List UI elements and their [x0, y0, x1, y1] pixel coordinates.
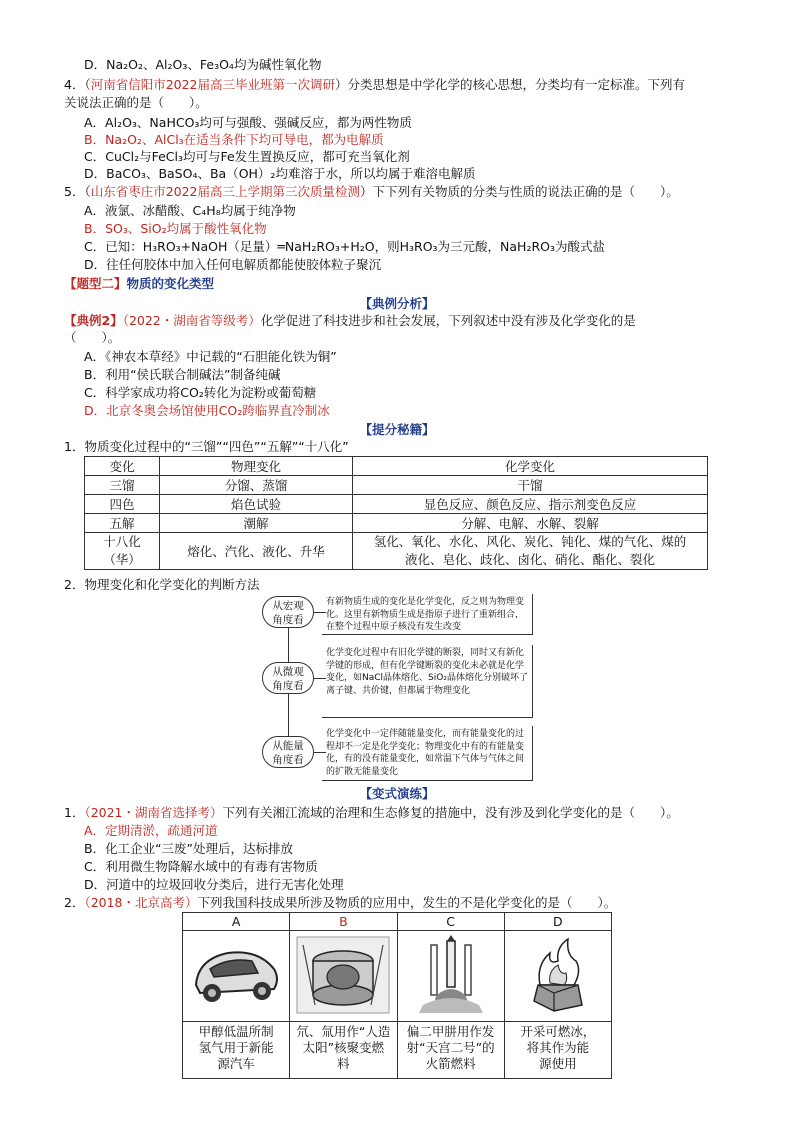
drill1-option-c: C．利用微生物降解水域中的有毒有害物质 [84, 859, 318, 874]
caption-line: 源使用 [539, 1056, 577, 1071]
drill1-source: （2021・湖南省选择考） [84, 805, 223, 820]
picture-cell [397, 931, 504, 1022]
drill1-option-a: A．定期清淤，疏通河道 [84, 823, 218, 838]
q5-option-b: B．SO₃、SiO₂均属于酸性氧化物 [84, 221, 267, 236]
section-tips: 【提分秘籍】 [359, 422, 435, 437]
caption-line: 将其作为能 [526, 1040, 590, 1055]
table-header-cell: 物理变化 [160, 457, 353, 476]
pictures-row [183, 931, 612, 1022]
node-text: 从微观 [272, 666, 304, 678]
tip1-heading: 1．物质变化过程中的“三馏”“四色”“五解”“十八化” [64, 439, 349, 454]
caption-line: 射“天宫二号”的 [406, 1040, 495, 1055]
caption-line: 料 [337, 1056, 350, 1071]
example2-stem-text: 化学促进了科技进步和社会发展，下列叙述中没有涉及化学变化的是 [260, 313, 636, 328]
type2-tag: 【题型二】 [64, 276, 127, 291]
table-cell: 分解、电解、水解、裂解 [353, 514, 708, 533]
caption-cell [397, 1022, 504, 1079]
caption-line: 氘、氚用作“人造 [296, 1024, 391, 1039]
q5-stem-text: ）下下列有关物质的分类与性质的说法正确的是（ ）。 [360, 184, 679, 199]
caption-cell [504, 1022, 611, 1079]
q4-option-d: D．BaCO₃、BaSO₄、Ba（OH）₂均难溶于水，所以均属于难溶电解质 [84, 166, 476, 181]
picture-cell [183, 931, 290, 1022]
drill2-number: 2． [64, 895, 85, 910]
drill1-stem [64, 804, 679, 821]
section-drill: 【变式演练】 [359, 786, 435, 801]
q4-number: 4．（ [64, 77, 91, 92]
q4-source: 河南省信阳市2022届高三毕业班第一次调研 [90, 77, 336, 92]
burning-ice-illustration [510, 935, 606, 1015]
q5-option-c: C．已知：H₃RO₃+NaOH（足量）═NaH₂RO₃+H₂O，则H₃RO₃为三元酸，NaH₂RO₃为酸式盐 [84, 239, 606, 254]
example2-tag: 【典例2】 [64, 313, 123, 328]
caption-cell [183, 1022, 290, 1079]
example2-option-a: A．《神农本草经》中记载的“石胆能化铁为铜” [84, 349, 337, 364]
rocket-launch-illustration [403, 935, 499, 1015]
section-example-analysis: 【典例分析】 [359, 296, 435, 311]
table-header-cell: 化学变化 [353, 457, 708, 476]
bracket-line [322, 645, 533, 718]
table-cell: 显色反应、颜色反应、指示剂变色反应 [353, 495, 708, 514]
caption-line: 开采可燃冰， [520, 1024, 596, 1039]
text-macro: 有新物质生成的变化是化学变化，反之则为物理变化。这里有新物质生成是指原子进行了重新组合，在整个过程中原子核没有发生改变 [326, 597, 525, 632]
q5-option-d: D．往任何胶体中加入任何电解质都能使胶体粒子聚沉 [84, 257, 382, 272]
text-energy: 化学变化中一定伴随能量变化，而有能量变化的过程却不一定是化学变化；物理变化中有的有能量变化，有的没有能量变化，如常温下气体与气体之间的扩散无能量变化 [326, 729, 525, 777]
bracket-line [322, 726, 533, 781]
car-illustration [188, 939, 284, 1011]
table-cell: 干馏 [353, 476, 708, 495]
caption-line: 甲醇低温所制 [198, 1024, 274, 1039]
q3-option-d: D．Na₂O₂、Al₂O₃、Fe₃O₄均为碱性氧化物 [84, 57, 322, 72]
table-row [85, 476, 708, 495]
drill1-stem-text: 下列有关湘江流域的治理和生态修复的措施中，没有涉及到化学变化的是（ ）。 [222, 805, 679, 820]
q4-stem-line1 [64, 76, 685, 93]
node-text: 角度看 [272, 614, 304, 626]
example2-stem-line2: （ ）。 [64, 330, 121, 345]
q5-option-a: A．液氯、冰醋酸、C₄H₈均属于纯净物 [84, 203, 296, 218]
bracket-line [322, 594, 533, 635]
q4-option-a: A．Al₂O₃、NaHCO₃均可与强酸、强碱反应，都为两性物质 [84, 115, 412, 130]
q4-stem-text: ）分类思想是中学化学的核心思想，分类均有一定标准。下列有 [335, 77, 686, 92]
drill1-option-d: D．河道中的垃圾回收分类后，进行无害化处理 [84, 877, 344, 892]
node-text: 角度看 [272, 754, 304, 766]
table-cell: 焰色试验 [160, 495, 353, 514]
table-cell: 分馏、蒸馏 [160, 476, 353, 495]
table-row [85, 533, 708, 570]
table-header-cell: 变化 [85, 457, 160, 476]
cell-line: 氢化、氧化、水化、风化、炭化、钝化、煤的气化、煤的 [373, 534, 687, 549]
node-micro [262, 662, 314, 694]
change-types-table [84, 456, 708, 570]
caption-line: 氢气用于新能 [198, 1040, 274, 1055]
q4-option-b: B．Na₂O₂、AlCl₃在适当条件下均可导电，都为电解质 [84, 132, 384, 147]
option-letter: B [290, 913, 397, 931]
table-row [85, 514, 708, 533]
option-letter: C [397, 913, 504, 931]
picture-cell [290, 931, 397, 1022]
cell-line: 十八化 [103, 534, 141, 549]
node-text: 角度看 [272, 680, 304, 692]
caption-line: 偏二甲肼用作发 [406, 1024, 495, 1039]
table-cell: 四色 [85, 495, 160, 514]
node-text: 从能量 [272, 740, 304, 752]
caption-cell [290, 1022, 397, 1079]
type2-heading [64, 275, 214, 292]
drill2-source: （2018・北京高考） [84, 895, 198, 910]
fusion-reactor-illustration [295, 935, 391, 1015]
example2-option-c: C．科学家成功将CO₂转化为淀粉或葡萄糖 [84, 385, 317, 400]
picture-cell [504, 931, 611, 1022]
option-letter: D [504, 913, 611, 931]
example2-source: （2022・湖南省等级考） [122, 313, 261, 328]
example2-option-d: D．北京冬奥会场馆使用CO₂跨临界直冷制冰 [84, 403, 330, 418]
node-energy [262, 736, 314, 768]
drill2-stem-text: 下列我国科技成果所涉及物质的应用中，发生的不是化学变化的是（ ）。 [197, 895, 617, 910]
type2-title: 物质的变化类型 [126, 276, 215, 291]
table-cell: 熔化、汽化、液化、升华 [160, 533, 353, 570]
node-text: 从宏观 [272, 600, 304, 612]
tip2-heading: 2．物理变化和化学变化的判断方法 [64, 577, 260, 592]
example2-option-b: B．利用“侯氏联合制碱法”制备纯碱 [84, 367, 281, 382]
drill1-number: 1． [64, 805, 85, 820]
q5-source: 山东省枣庄市2022届高三上学期第三次质量检测 [90, 184, 361, 199]
example2-stem-line1 [64, 312, 636, 329]
table-header-row [85, 457, 708, 476]
cell-line: 液化、皂化、歧化、卤化、硝化、酯化、裂化 [404, 552, 655, 567]
table-cell [353, 533, 708, 570]
text-micro: 化学变化过程中有旧化学键的断裂，同时又有新化学键的形成，但有化学键断裂的变化未必就是化学变化，如NaCl晶体熔化、SiO₂晶体熔化分别破坏了离子键、共价键，但都属于物理变化 [326, 648, 528, 696]
cell-line: （华） [103, 552, 141, 567]
q4-option-c: C．CuCl₂与FeCl₃均可与Fe发生置换反应，都可充当氧化剂 [84, 149, 410, 164]
table-row [85, 495, 708, 514]
q5-number: 5．（ [64, 184, 91, 199]
captions-row [183, 1022, 612, 1079]
drill1-option-b: B．化工企业“三废”处理后，达标排放 [84, 841, 294, 856]
table-cell [85, 533, 160, 570]
q4-stem-line2: 关说法正确的是（ ）。 [64, 95, 208, 110]
caption-line: 源汽车 [217, 1056, 255, 1071]
drill2-stem [64, 894, 616, 911]
table-cell: 五解 [85, 514, 160, 533]
letters-row [183, 913, 612, 931]
table-cell: 三馏 [85, 476, 160, 495]
option-letter: A [183, 913, 290, 931]
drill2-options-table [182, 912, 612, 1079]
q5-stem [64, 183, 679, 200]
table-cell: 潮解 [160, 514, 353, 533]
caption-line: 火箭燃料 [425, 1056, 476, 1071]
node-macro [262, 596, 314, 628]
caption-line: 太阳”核聚变燃 [302, 1040, 385, 1055]
